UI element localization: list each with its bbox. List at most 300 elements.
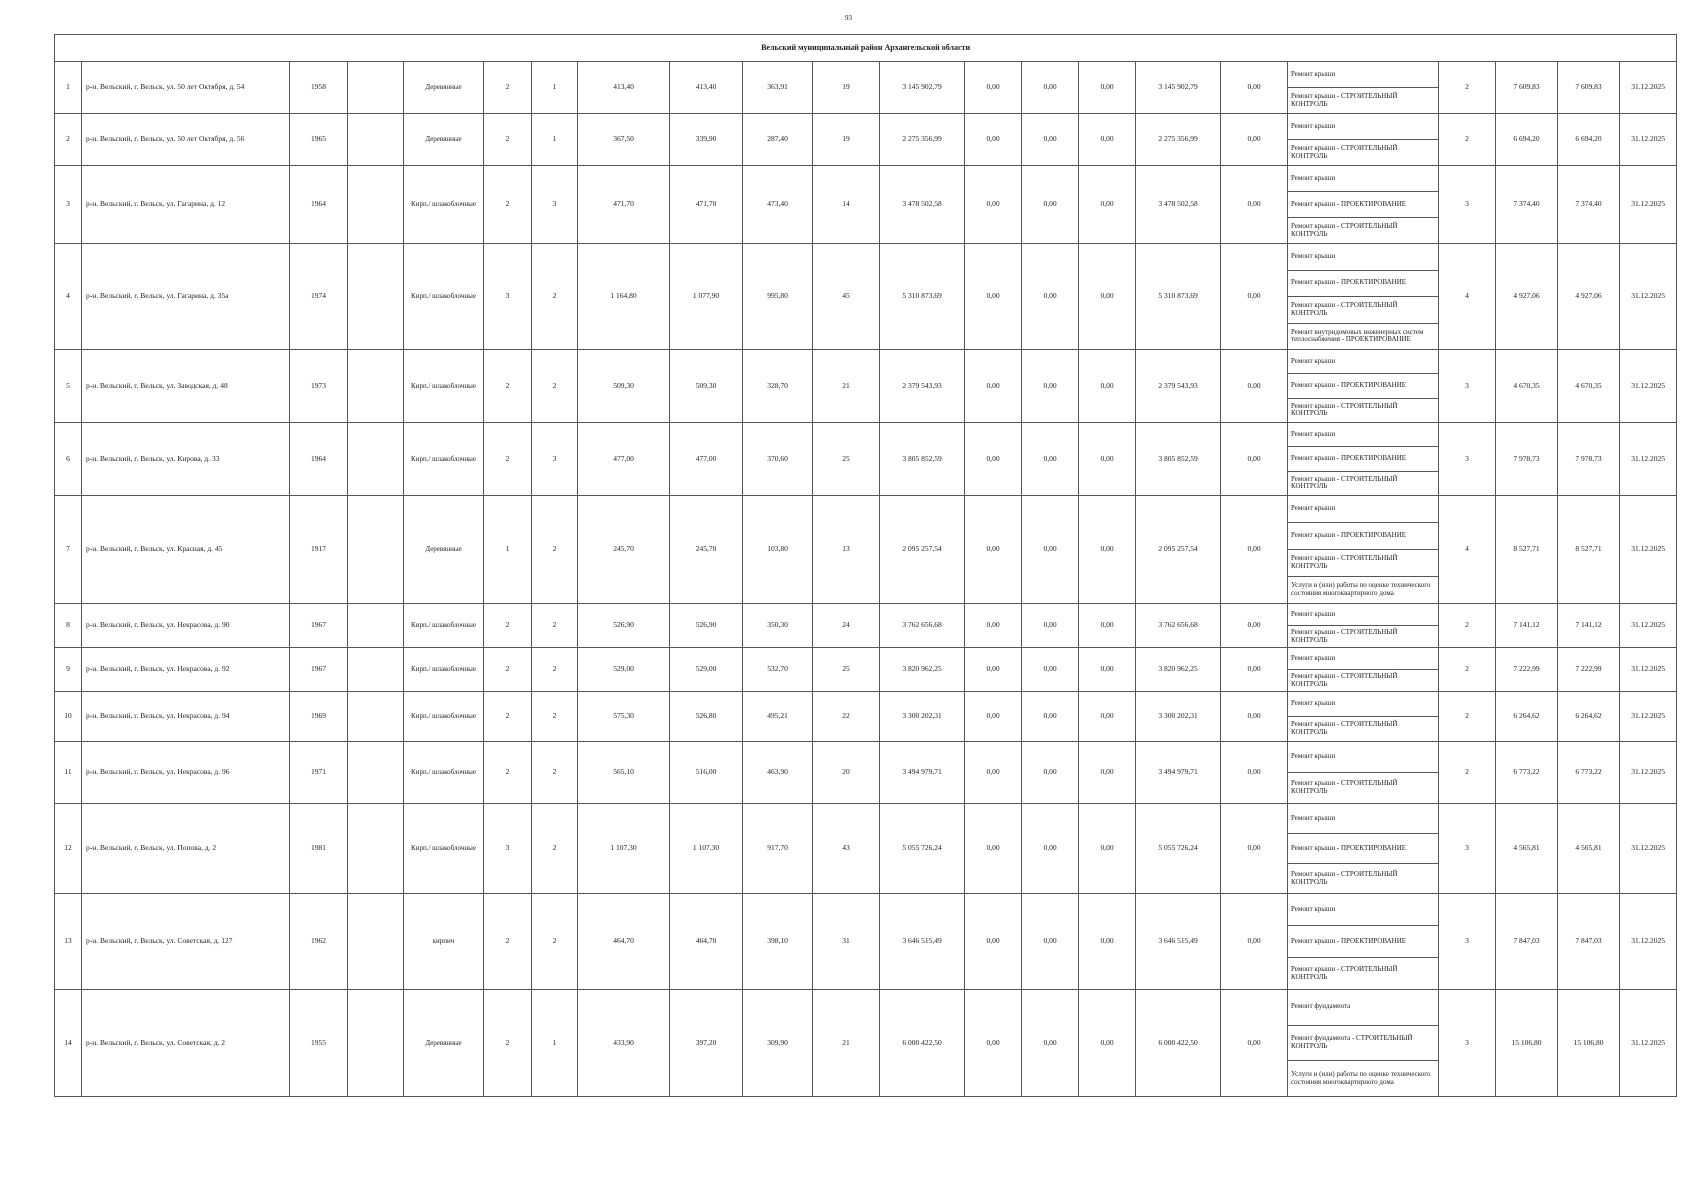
fund-1: 0,00	[965, 166, 1022, 244]
deadline-date: 31.12.2025	[1620, 804, 1677, 894]
area-residential: 397,20	[670, 990, 743, 1097]
work-item: Ремонт крыши - СТРОИТЕЛЬНЫЙ КОНТРОЛЬ	[1291, 143, 1398, 160]
deadline-date: 31.12.2025	[1620, 742, 1677, 804]
works-cell	[1288, 990, 1439, 1097]
fund-1: 0,00	[965, 604, 1022, 648]
work-item: Ремонт крыши - ПРОЕКТИРОВАНИЕ	[1288, 834, 1438, 864]
area-living: 350,30	[743, 604, 813, 648]
floors-count: 2	[484, 604, 532, 648]
work-item: Ремонт крыши - СТРОИТЕЛЬНЫЙ КОНТРОЛЬ	[1288, 550, 1438, 577]
owners-cost: 2 095 257,54	[1136, 496, 1221, 604]
extra-cell	[348, 604, 404, 648]
works-count: 2	[1439, 648, 1496, 692]
table-row	[55, 742, 1677, 804]
extra-cell	[348, 804, 404, 894]
year-built: 1981	[290, 804, 348, 894]
fund-2: 0,00	[1022, 692, 1079, 742]
year-built: 1958	[290, 62, 348, 114]
work-item: Ремонт крыши	[1288, 894, 1438, 926]
area-living: 103,80	[743, 496, 813, 604]
extra-cell	[348, 496, 404, 604]
area-residential: 477,00	[670, 423, 743, 496]
works-cell	[1288, 62, 1439, 114]
owners-cost: 3 762 656,68	[1136, 604, 1221, 648]
floors-count: 2	[484, 423, 532, 496]
table-row	[55, 648, 1677, 692]
entrances-count: 1	[532, 62, 578, 114]
work-item: Ремонт крыши	[1288, 742, 1438, 773]
area-living: 370,60	[743, 423, 813, 496]
owners-cost: 5 310 873,69	[1136, 244, 1221, 350]
fund-1: 0,00	[965, 894, 1022, 990]
owners-cost: 2 379 543,93	[1136, 350, 1221, 423]
fund-2: 0,00	[1022, 244, 1079, 350]
table-row	[55, 496, 1677, 604]
fund-4: 0,00	[1221, 990, 1288, 1097]
address-cell: р-н. Вельский, г. Вельск, ул. Красная, д. 45	[82, 496, 290, 604]
owners-cost: 3 820 962,25	[1136, 648, 1221, 692]
area-residential: 529,00	[670, 648, 743, 692]
address-cell: р-н. Вельский, г. Вельск, ул. Гагарина, д. 12	[82, 166, 290, 244]
address-cell: р-н. Вельский, г. Вельск, ул. Заводская, д. 48	[82, 350, 290, 423]
unit-cost: 4 670,35	[1496, 350, 1558, 423]
entrances-count: 2	[532, 496, 578, 604]
work-item: Ремонт крыши - ПРОЕКТИРОВАНИЕ	[1288, 926, 1438, 958]
unit-cost-limit: 6 694,20	[1558, 114, 1620, 166]
fund-2: 0,00	[1022, 350, 1079, 423]
residents-count: 19	[813, 114, 880, 166]
fund-1: 0,00	[965, 244, 1022, 350]
works-count: 3	[1439, 894, 1496, 990]
work-item: Ремонт крыши	[1288, 604, 1438, 626]
work-item: Ремонт крыши	[1288, 423, 1438, 447]
fund-1: 0,00	[965, 804, 1022, 894]
work-item: Ремонт крыши - ПРОЕКТИРОВАНИЕ	[1288, 374, 1438, 398]
address-cell: р-н. Вельский, г. Вельск, ул. Гагарина, д. 35а	[82, 244, 290, 350]
unit-cost-limit: 7 847,03	[1558, 894, 1620, 990]
extra-cell	[348, 742, 404, 804]
fund-3: 0,00	[1079, 350, 1136, 423]
fund-4: 0,00	[1221, 604, 1288, 648]
year-built: 1969	[290, 692, 348, 742]
works-list	[1288, 62, 1438, 113]
year-built: 1973	[290, 350, 348, 423]
work-item: Ремонт крыши - СТРОИТЕЛЬНЫЙ КОНТРОЛЬ	[1291, 401, 1398, 418]
area-living: 917,70	[743, 804, 813, 894]
entrances-count: 2	[532, 742, 578, 804]
unit-cost: 7 141,12	[1496, 604, 1558, 648]
fund-2: 0,00	[1022, 990, 1079, 1097]
work-item: Ремонт крыши - СТРОИТЕЛЬНЫЙ КОНТРОЛЬ	[1291, 779, 1398, 795]
floors-count: 2	[484, 166, 532, 244]
fund-4: 0,00	[1221, 742, 1288, 804]
work-item: Ремонт фундамента	[1288, 990, 1438, 1026]
table-row	[55, 166, 1677, 244]
residents-count: 21	[813, 350, 880, 423]
year-built: 1971	[290, 742, 348, 804]
area-total: 433,90	[578, 990, 670, 1097]
deadline-date: 31.12.2025	[1620, 604, 1677, 648]
extra-cell	[348, 166, 404, 244]
wall-material: Кирп./ шлакоблочные	[404, 166, 484, 244]
unit-cost-limit: 7 609,83	[1558, 62, 1620, 114]
row-number: 2	[55, 114, 82, 166]
wall-material: кирпич	[404, 894, 484, 990]
unit-cost: 6 264,62	[1496, 692, 1558, 742]
floors-count: 2	[484, 350, 532, 423]
area-residential: 413,40	[670, 62, 743, 114]
table-row	[55, 114, 1677, 166]
fund-3: 0,00	[1079, 804, 1136, 894]
total-cost: 3 478 502,58	[880, 166, 965, 244]
extra-cell	[348, 692, 404, 742]
area-living: 473,40	[743, 166, 813, 244]
floors-count: 2	[484, 692, 532, 742]
year-built: 1964	[290, 166, 348, 244]
table-row	[55, 692, 1677, 742]
area-living: 363,91	[743, 62, 813, 114]
works-list	[1288, 648, 1438, 691]
total-cost: 6 000 422,50	[880, 990, 965, 1097]
year-built: 1974	[290, 244, 348, 350]
deadline-date: 31.12.2025	[1620, 990, 1677, 1097]
residents-count: 19	[813, 62, 880, 114]
unit-cost: 7 609,83	[1496, 62, 1558, 114]
total-cost: 3 805 852,59	[880, 423, 965, 496]
residents-count: 20	[813, 742, 880, 804]
work-item: Ремонт крыши	[1288, 496, 1438, 523]
fund-3: 0,00	[1079, 62, 1136, 114]
work-item: Ремонт крыши - СТРОИТЕЛЬНЫЙ КОНТРОЛЬ	[1291, 91, 1398, 108]
region-row	[55, 35, 1677, 62]
fund-1: 0,00	[965, 62, 1022, 114]
wall-material: Кирп./ шлакоблочные	[404, 244, 484, 350]
fund-3: 0,00	[1079, 496, 1136, 604]
works-count: 3	[1439, 423, 1496, 496]
entrances-count: 3	[532, 166, 578, 244]
area-total: 575,30	[578, 692, 670, 742]
works-count: 2	[1439, 604, 1496, 648]
area-total: 565,10	[578, 742, 670, 804]
row-number: 11	[55, 742, 82, 804]
unit-cost: 6 694,20	[1496, 114, 1558, 166]
row-number: 13	[55, 894, 82, 990]
repair-register-table	[54, 34, 1677, 1097]
row-number: 5	[55, 350, 82, 423]
fund-4: 0,00	[1221, 62, 1288, 114]
area-residential: 526,80	[670, 692, 743, 742]
floors-count: 2	[484, 742, 532, 804]
fund-2: 0,00	[1022, 496, 1079, 604]
area-residential: 526,90	[670, 604, 743, 648]
fund-1: 0,00	[965, 692, 1022, 742]
area-living: 309,90	[743, 990, 813, 1097]
deadline-date: 31.12.2025	[1620, 350, 1677, 423]
works-list	[1288, 990, 1438, 1096]
row-number: 14	[55, 990, 82, 1097]
work-item: Ремонт крыши - ПРОЕКТИРОВАНИЕ	[1288, 523, 1438, 550]
fund-2: 0,00	[1022, 62, 1079, 114]
entrances-count: 1	[532, 990, 578, 1097]
extra-cell	[348, 423, 404, 496]
deadline-date: 31.12.2025	[1620, 166, 1677, 244]
residents-count: 43	[813, 804, 880, 894]
residents-count: 45	[813, 244, 880, 350]
works-cell	[1288, 350, 1439, 423]
fund-4: 0,00	[1221, 114, 1288, 166]
work-item: Ремонт внутридомовых инженерных систем теплоснабжения - ПРОЕКТИРОВАНИЕ	[1291, 327, 1424, 344]
owners-cost: 3 646 515,49	[1136, 894, 1221, 990]
table-row	[55, 990, 1677, 1097]
area-living: 287,40	[743, 114, 813, 166]
area-residential: 471,70	[670, 166, 743, 244]
fund-3: 0,00	[1079, 244, 1136, 350]
fund-2: 0,00	[1022, 648, 1079, 692]
row-number: 6	[55, 423, 82, 496]
fund-2: 0,00	[1022, 894, 1079, 990]
extra-cell	[348, 62, 404, 114]
area-residential: 509,30	[670, 350, 743, 423]
unit-cost: 7 978,73	[1496, 423, 1558, 496]
address-cell: р-н. Вельский, г. Вельск, ул. Кирова, д. 33	[82, 423, 290, 496]
extra-cell	[348, 894, 404, 990]
owners-cost: 3 300 202,31	[1136, 692, 1221, 742]
table-row	[55, 423, 1677, 496]
works-count: 2	[1439, 62, 1496, 114]
fund-3: 0,00	[1079, 990, 1136, 1097]
area-total: 529,00	[578, 648, 670, 692]
row-number: 12	[55, 804, 82, 894]
residents-count: 22	[813, 692, 880, 742]
area-total: 1 164,80	[578, 244, 670, 350]
wall-material: Деревянные	[404, 990, 484, 1097]
fund-4: 0,00	[1221, 166, 1288, 244]
row-number: 3	[55, 166, 82, 244]
work-item: Услуги и (или) работы по оценке технического состояния многоквартирного дома	[1291, 1069, 1431, 1086]
row-number: 1	[55, 62, 82, 114]
unit-cost-limit: 4 565,81	[1558, 804, 1620, 894]
row-number: 9	[55, 648, 82, 692]
entrances-count: 2	[532, 894, 578, 990]
extra-cell	[348, 114, 404, 166]
works-count: 3	[1439, 350, 1496, 423]
entrances-count: 2	[532, 604, 578, 648]
works-list	[1288, 423, 1438, 495]
address-cell: р-н. Вельский, г. Вельск, ул. Некрасова, д. 92	[82, 648, 290, 692]
fund-1: 0,00	[965, 648, 1022, 692]
table-row	[55, 804, 1677, 894]
fund-3: 0,00	[1079, 742, 1136, 804]
works-list	[1288, 244, 1438, 349]
residents-count: 31	[813, 894, 880, 990]
address-cell: р-н. Вельский, г. Вельск, ул. Некрасова, д. 90	[82, 604, 290, 648]
total-cost: 3 145 902,79	[880, 62, 965, 114]
work-item: Ремонт крыши - СТРОИТЕЛЬНЫЙ КОНТРОЛЬ	[1288, 297, 1438, 324]
wall-material: Кирп./ шлакоблочные	[404, 350, 484, 423]
wall-material: Кирп./ шлакоблочные	[404, 604, 484, 648]
works-list	[1288, 166, 1438, 243]
row-number: 4	[55, 244, 82, 350]
unit-cost: 15 106,80	[1496, 990, 1558, 1097]
works-list	[1288, 350, 1438, 422]
fund-4: 0,00	[1221, 692, 1288, 742]
year-built: 1967	[290, 648, 348, 692]
area-residential: 245,70	[670, 496, 743, 604]
year-built: 1917	[290, 496, 348, 604]
work-item: Ремонт крыши - СТРОИТЕЛЬНЫЙ КОНТРОЛЬ	[1291, 671, 1398, 688]
area-total: 245,70	[578, 496, 670, 604]
fund-2: 0,00	[1022, 604, 1079, 648]
fund-1: 0,00	[965, 990, 1022, 1097]
fund-4: 0,00	[1221, 244, 1288, 350]
work-item: Ремонт крыши - ПРОЕКТИРОВАНИЕ	[1288, 192, 1438, 218]
unit-cost: 7 847,03	[1496, 894, 1558, 990]
works-count: 2	[1439, 114, 1496, 166]
floors-count: 2	[484, 990, 532, 1097]
works-list	[1288, 894, 1438, 989]
residents-count: 21	[813, 990, 880, 1097]
area-living: 995,80	[743, 244, 813, 350]
area-total: 1 107,30	[578, 804, 670, 894]
unit-cost-limit: 8 527,71	[1558, 496, 1620, 604]
wall-material: Деревянные	[404, 62, 484, 114]
entrances-count: 2	[532, 804, 578, 894]
work-item: Ремонт крыши	[1288, 804, 1438, 834]
fund-3: 0,00	[1079, 894, 1136, 990]
works-list	[1288, 496, 1438, 603]
works-list	[1288, 742, 1438, 803]
area-residential: 339,90	[670, 114, 743, 166]
work-item: Ремонт крыши - ПРОЕКТИРОВАНИЕ	[1288, 447, 1438, 471]
total-cost: 5 055 726,24	[880, 804, 965, 894]
extra-cell	[348, 990, 404, 1097]
entrances-count: 2	[532, 648, 578, 692]
work-item: Ремонт крыши - СТРОИТЕЛЬНЫЙ КОНТРОЛЬ	[1291, 720, 1398, 736]
year-built: 1962	[290, 894, 348, 990]
address-cell: р-н. Вельский, г. Вельск, ул. Некрасова, д. 96	[82, 742, 290, 804]
deadline-date: 31.12.2025	[1620, 114, 1677, 166]
wall-material: Деревянные	[404, 496, 484, 604]
works-cell	[1288, 894, 1439, 990]
area-living: 532,70	[743, 648, 813, 692]
owners-cost: 2 275 356,99	[1136, 114, 1221, 166]
works-cell	[1288, 692, 1439, 742]
area-living: 495,21	[743, 692, 813, 742]
area-total: 471,70	[578, 166, 670, 244]
fund-1: 0,00	[965, 350, 1022, 423]
works-cell	[1288, 244, 1439, 350]
works-cell	[1288, 496, 1439, 604]
area-living: 328,70	[743, 350, 813, 423]
owners-cost: 3 145 902,79	[1136, 62, 1221, 114]
total-cost: 3 820 962,25	[880, 648, 965, 692]
row-number: 10	[55, 692, 82, 742]
owners-cost: 6 000 422,50	[1136, 990, 1221, 1097]
deadline-date: 31.12.2025	[1620, 496, 1677, 604]
work-item: Ремонт крыши	[1288, 166, 1438, 192]
works-count: 3	[1439, 990, 1496, 1097]
work-item: Ремонт крыши	[1288, 350, 1438, 374]
unit-cost: 4 927,06	[1496, 244, 1558, 350]
deadline-date: 31.12.2025	[1620, 244, 1677, 350]
residents-count: 14	[813, 166, 880, 244]
unit-cost-limit: 15 106,80	[1558, 990, 1620, 1097]
address-cell: р-н. Вельский, г. Вельск, ул. 50 лет Октября, д. 54	[82, 62, 290, 114]
residents-count: 24	[813, 604, 880, 648]
work-item: Ремонт крыши - СТРОИТЕЛЬНЫЙ КОНТРОЛЬ	[1291, 474, 1398, 491]
unit-cost-limit: 6 773,22	[1558, 742, 1620, 804]
total-cost: 2 379 543,93	[880, 350, 965, 423]
floors-count: 3	[484, 244, 532, 350]
owners-cost: 3 494 979,71	[1136, 742, 1221, 804]
total-cost: 5 310 873,69	[880, 244, 965, 350]
entrances-count: 3	[532, 423, 578, 496]
works-list	[1288, 604, 1438, 647]
works-cell	[1288, 648, 1439, 692]
works-list	[1288, 804, 1438, 893]
work-item: Ремонт крыши	[1288, 692, 1438, 717]
entrances-count: 1	[532, 114, 578, 166]
unit-cost: 7 222,99	[1496, 648, 1558, 692]
floors-count: 2	[484, 648, 532, 692]
area-residential: 1 107,30	[670, 804, 743, 894]
works-cell	[1288, 804, 1439, 894]
works-count: 3	[1439, 804, 1496, 894]
extra-cell	[348, 648, 404, 692]
fund-4: 0,00	[1221, 804, 1288, 894]
deadline-date: 31.12.2025	[1620, 894, 1677, 990]
residents-count: 13	[813, 496, 880, 604]
entrances-count: 2	[532, 692, 578, 742]
total-cost: 2 095 257,54	[880, 496, 965, 604]
entrances-count: 2	[532, 350, 578, 423]
row-number: 7	[55, 496, 82, 604]
fund-4: 0,00	[1221, 496, 1288, 604]
work-item: Ремонт крыши - СТРОИТЕЛЬНЫЙ КОНТРОЛЬ	[1291, 221, 1398, 238]
area-residential: 1 077,90	[670, 244, 743, 350]
residents-count: 25	[813, 648, 880, 692]
year-built: 1955	[290, 990, 348, 1097]
address-cell: р-н. Вельский, г. Вельск, ул. Попова, д. 2	[82, 804, 290, 894]
fund-3: 0,00	[1079, 166, 1136, 244]
area-living: 398,10	[743, 894, 813, 990]
works-count: 4	[1439, 244, 1496, 350]
total-cost: 2 275 356,99	[880, 114, 965, 166]
floors-count: 1	[484, 496, 532, 604]
work-item: Ремонт крыши - СТРОИТЕЛЬНЫЙ КОНТРОЛЬ	[1291, 627, 1398, 644]
row-number: 8	[55, 604, 82, 648]
wall-material: Кирп./ шлакоблочные	[404, 804, 484, 894]
table-row	[55, 604, 1677, 648]
total-cost: 3 762 656,68	[880, 604, 965, 648]
area-total: 526,90	[578, 604, 670, 648]
fund-1: 0,00	[965, 423, 1022, 496]
area-total: 509,30	[578, 350, 670, 423]
floors-count: 2	[484, 114, 532, 166]
fund-4: 0,00	[1221, 423, 1288, 496]
deadline-date: 31.12.2025	[1620, 692, 1677, 742]
work-item: Ремонт фундамента - СТРОИТЕЛЬНЫЙ КОНТРОЛЬ	[1288, 1026, 1438, 1062]
area-living: 463,90	[743, 742, 813, 804]
owners-cost: 3 478 502,58	[1136, 166, 1221, 244]
fund-3: 0,00	[1079, 692, 1136, 742]
area-total: 464,70	[578, 894, 670, 990]
address-cell: р-н. Вельский, г. Вельск, ул. Советская, д. 127	[82, 894, 290, 990]
fund-2: 0,00	[1022, 742, 1079, 804]
fund-3: 0,00	[1079, 114, 1136, 166]
wall-material: Кирп./ шлакоблочные	[404, 692, 484, 742]
work-item: Услуги и (или) работы по оценке технического состояния многоквартирного дома	[1291, 581, 1431, 597]
